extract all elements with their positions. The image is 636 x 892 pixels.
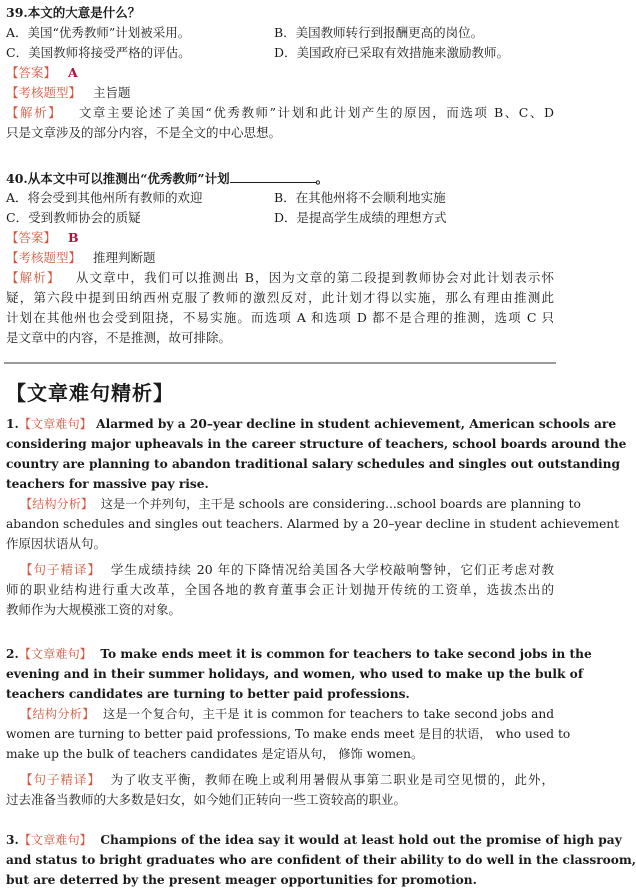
q39-title: 39.本文的大意是什么？ bbox=[6, 5, 141, 20]
q40-option-a: A．将会受到其他州所有教师的欢迎 bbox=[6, 190, 203, 205]
sentence-2-analysis-line: women are turning to better paid professions, To make ends meet 是目的状语， who used to bbox=[6, 727, 571, 741]
answer-tag: 【答案】 bbox=[6, 65, 57, 80]
sentence-tag: 【文章难句】 bbox=[18, 647, 92, 661]
q40-option-c: C．受到教师协会的质疑 bbox=[6, 210, 141, 225]
section-divider bbox=[4, 362, 556, 364]
q40-title-text: 40.从本文中可以推测出“优秀教师”计划 bbox=[6, 171, 230, 186]
sentence-2-translation-line: 过去准备当教师的大多数是妇女，如今她们正转向一些工资较高的职业。 bbox=[6, 792, 407, 807]
sentence-en: To make ends meet it is common for teachers to take second jobs in the bbox=[100, 647, 592, 661]
sentence-1-en-line: country are planning to abandon traditional salary schedules and singles out outstanding bbox=[6, 457, 620, 471]
q39-option-a: A．美国“优秀教师”计划被采用。 bbox=[6, 25, 191, 40]
q40-option-d: D．是提高学生成绩的理想方式 bbox=[274, 210, 447, 225]
sentence-1-en-line: considering major upheavals in the career structure of teachers, school boards around the bbox=[6, 437, 627, 451]
explain-tag: 【解析】 bbox=[6, 105, 63, 120]
sentence-1-translation-line: 教师作为大规模涨工资的对象。 bbox=[6, 602, 182, 617]
q40-explanation-line: 是文章中的内容，不是推测，故可排除。 bbox=[6, 330, 232, 345]
q39-explanation-line: 只是文章涉及的部分内容，不是全文的中心思想。 bbox=[6, 125, 282, 140]
analysis-tag: 【结构分析】 bbox=[20, 707, 95, 721]
q39-answer bbox=[6, 63, 554, 83]
sentence-1 bbox=[6, 414, 627, 620]
translation-text: 学生成绩持续 20 年的下降情况给美国各大学校敲响警钟，它们正考虑对教 bbox=[110, 562, 554, 577]
sentence-2-en-line: teachers candidates are turning to better paid professions. bbox=[6, 687, 410, 701]
sentence-tag: 【文章难句】 bbox=[18, 833, 92, 847]
q39-option-b: B．美国教师转行到报酬更高的岗位。 bbox=[274, 25, 484, 40]
sentence-number: 1. bbox=[6, 417, 19, 431]
analysis-text: 这是一个并列句，主干是 schools are considering...school boards are planning to bbox=[100, 497, 581, 511]
q39-options-row-1 bbox=[6, 23, 554, 43]
sentence-1-analysis-line: 作原因状语从句。 bbox=[6, 536, 107, 551]
sentence-2-translation-line bbox=[6, 770, 554, 790]
sentence-number: 2. bbox=[6, 647, 19, 661]
explain-text: 文章主要论述了美国“优秀教师”计划和此计划产生的原因，而选项 B、C、D bbox=[78, 105, 554, 120]
sentence-number: 3. bbox=[6, 833, 19, 847]
sentence-en: Alarmed by a 20–year decline in student achievement, American schools are bbox=[96, 417, 617, 431]
type-tag: 【考核题型】 bbox=[6, 85, 82, 100]
q40-options-row-1 bbox=[6, 188, 554, 208]
q40-title bbox=[6, 168, 554, 188]
sentence-3-en-line bbox=[6, 830, 622, 850]
analysis-text: 这是一个复合句，主干是 it is common for teachers to take second jobs and bbox=[102, 707, 555, 721]
sentence-2-en-line: evening and in their summer holidays, and women, who used to make up the bulk of bbox=[6, 667, 584, 681]
q39-options-row-2 bbox=[6, 43, 554, 63]
q39-explanation-line bbox=[6, 103, 554, 123]
sentence-1-translation-line bbox=[6, 560, 554, 580]
q40-question-type bbox=[6, 248, 554, 268]
q40-option-b: B．在其他州将不会顺利地实施 bbox=[274, 190, 446, 205]
explain-tag: 【解析】 bbox=[6, 270, 61, 285]
sentence-2-en-line bbox=[6, 644, 592, 664]
answer-value: A bbox=[67, 65, 78, 80]
q39-option-c: C．美国教师将接受严格的评估。 bbox=[6, 45, 191, 60]
answer-tag: 【答案】 bbox=[6, 230, 57, 245]
q40-explanation-line: 疑，第六段中提到田纳西州克服了教师的激烈反对，此计划才得以实施，那么有理由推测此 bbox=[6, 290, 554, 305]
sentence-3-en-line: and status to bright graduates who are confident of their ability to do well in the classroom, bbox=[6, 853, 636, 867]
sentence-1-en-line: teachers for massive pay rise. bbox=[6, 477, 209, 491]
section-title: 【文章难句精析】 bbox=[6, 381, 174, 405]
q39-option-d: D．美国政府已采取有效措施来激励教师。 bbox=[274, 45, 510, 60]
sentence-2-analysis-line: make up the bulk of teachers candidates 是定语从句， 修饰 women。 bbox=[6, 747, 424, 761]
sentence-1-analysis-line bbox=[6, 494, 581, 514]
answer-blank bbox=[230, 168, 316, 183]
q40-explanation-line: 计划在其他州也会受到阻挠，不易实施。而选项 A 和选项 D 都不是合理的推测，选项 C 只 bbox=[6, 310, 554, 325]
type-tag: 【考核题型】 bbox=[6, 250, 82, 265]
translation-tag: 【句子精译】 bbox=[20, 562, 101, 577]
translation-text: 为了收支平衡，教师在晚上或利用暑假从事第二职业是司空见惯的，此外， bbox=[110, 772, 554, 787]
explain-text: 从文章中，我们可以推测出 B，因为文章的第二段提到教师协会对此计划表示怀 bbox=[75, 270, 554, 285]
q40-answer bbox=[6, 228, 554, 248]
sentence-2 bbox=[6, 644, 592, 810]
sentence-3-en-line: but are deterred by the present meager opportunities for promotion. bbox=[6, 873, 477, 887]
q39-question-type bbox=[6, 83, 554, 103]
question-40 bbox=[6, 168, 554, 348]
sentence-tag: 【文章难句】 bbox=[18, 417, 92, 431]
type-value: 推理判断题 bbox=[92, 250, 156, 265]
analysis-tag: 【结构分析】 bbox=[20, 497, 94, 511]
q40-options-row-2 bbox=[6, 208, 554, 228]
translation-tag: 【句子精译】 bbox=[20, 772, 101, 787]
sentence-1-analysis-line: abandon schedules and singles out teachers. Alarmed by a 20–year decline in student achievement bbox=[6, 517, 620, 531]
question-39 bbox=[6, 3, 554, 143]
sentence-1-en-line bbox=[6, 414, 617, 434]
sentence-2-analysis-line bbox=[6, 704, 554, 724]
q40-explanation-line bbox=[6, 268, 554, 288]
sentence-1-translation-line: 师的职业结构进行重大改革，全国各地的教育董事会正计划抛开传统的工资单，选拔杰出的 bbox=[6, 582, 554, 597]
q40-title-end: 。 bbox=[315, 171, 329, 186]
answer-value: B bbox=[67, 230, 79, 245]
sentence-en: Champions of the idea say it would at least hold out the promise of high pay bbox=[100, 833, 622, 847]
type-value: 主旨题 bbox=[92, 85, 131, 100]
sentence-3 bbox=[6, 830, 636, 890]
